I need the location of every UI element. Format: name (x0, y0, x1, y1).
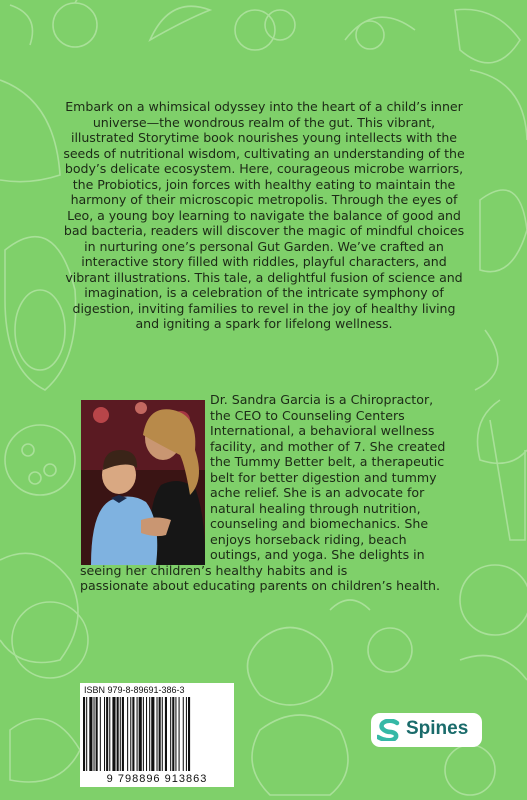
barcode-bar (112, 697, 115, 771)
barcode-bar (96, 697, 98, 771)
book-description: Embark on a whimsical odyssey into the heart of a child’s inner universe—the wondrous realm of the gut. This vibrant, illustrated Storytime book nourishes young intellects with the seeds of nutritional wisdom, cultivating an understanding of the body’s delicate ecosystem. Here, courageous microbe warriors, the Probiotics, join forces with healthy eating to maintain the harmony of their microscopic metropolis. Through the eyes of Leo, a young boy learning to navigate the balance of good and bad bacteria, readers will discover the magic of mindful choices in nurturing one’s personal Gut Garden. We’ve crafted an interactive story filled with riddles, playful characters, and vibrant illustrations. This tale, a delightful fusion of science and imagination, is a celebration of the intricate symphony of digestion, inviting families to revel in the joy of healthy living and igniting a spark for lifelong wellness. (63, 99, 465, 331)
barcode-bar (151, 697, 154, 771)
barcode-bar (139, 697, 142, 771)
barcode-bar (159, 697, 161, 771)
barcode-bar (83, 697, 85, 771)
author-bio: Dr. Sandra Garcia is a Chiropractor, the CEO to Counseling Centers International, a behavioral wellness facility, and mother of 7. She created the Tummy Better belt, a therapeutic belt for better digestion and tummy ache relief. She is an advocate for natural healing through nutrition, counseling and biomechanics. She enjoys horseback riding, beach outings, and yoga. She delights in seeing her children’s healthy habits and is passionate about educating parents on children’s health. (80, 392, 446, 593)
barcode-bar (179, 697, 180, 771)
barcode-bar (104, 697, 105, 771)
publisher-logo[interactable] (371, 713, 482, 747)
barcode-bar (120, 697, 121, 771)
barcode-bar (186, 697, 187, 771)
barcode-bar (94, 697, 95, 771)
barcode-bar (183, 697, 184, 771)
barcode-bar (89, 697, 92, 771)
barcode-bar (165, 697, 167, 771)
author-photo (81, 400, 205, 565)
isbn-barcode (80, 683, 234, 787)
barcode-bar (106, 697, 108, 771)
publisher-name: Spines (406, 718, 469, 739)
barcode-bar (127, 697, 128, 771)
barcode-bar (188, 697, 190, 771)
barcode-bar (117, 697, 119, 771)
barcode-bar (109, 697, 110, 771)
barcode-bar (132, 697, 134, 771)
barcode-bar (143, 697, 144, 771)
barcode-bar (130, 697, 131, 771)
barcode-bars (83, 697, 231, 773)
barcode-bar (162, 697, 163, 771)
isbn-label: ISBN 979-8-89691-386-3 (84, 685, 185, 695)
spines-logo-icon (377, 719, 403, 741)
barcode-bar (86, 697, 87, 771)
barcode-bar (100, 697, 101, 771)
barcode-bar (137, 697, 138, 771)
barcode-bar (149, 697, 150, 771)
barcode-bar (122, 697, 124, 771)
barcode-bar (172, 697, 174, 771)
barcode-bar (146, 697, 147, 771)
barcode-number: 9 798896 913863 (106, 773, 208, 785)
barcode-bar (157, 697, 158, 771)
barcode-bar (175, 697, 176, 771)
barcode-bar (170, 697, 171, 771)
